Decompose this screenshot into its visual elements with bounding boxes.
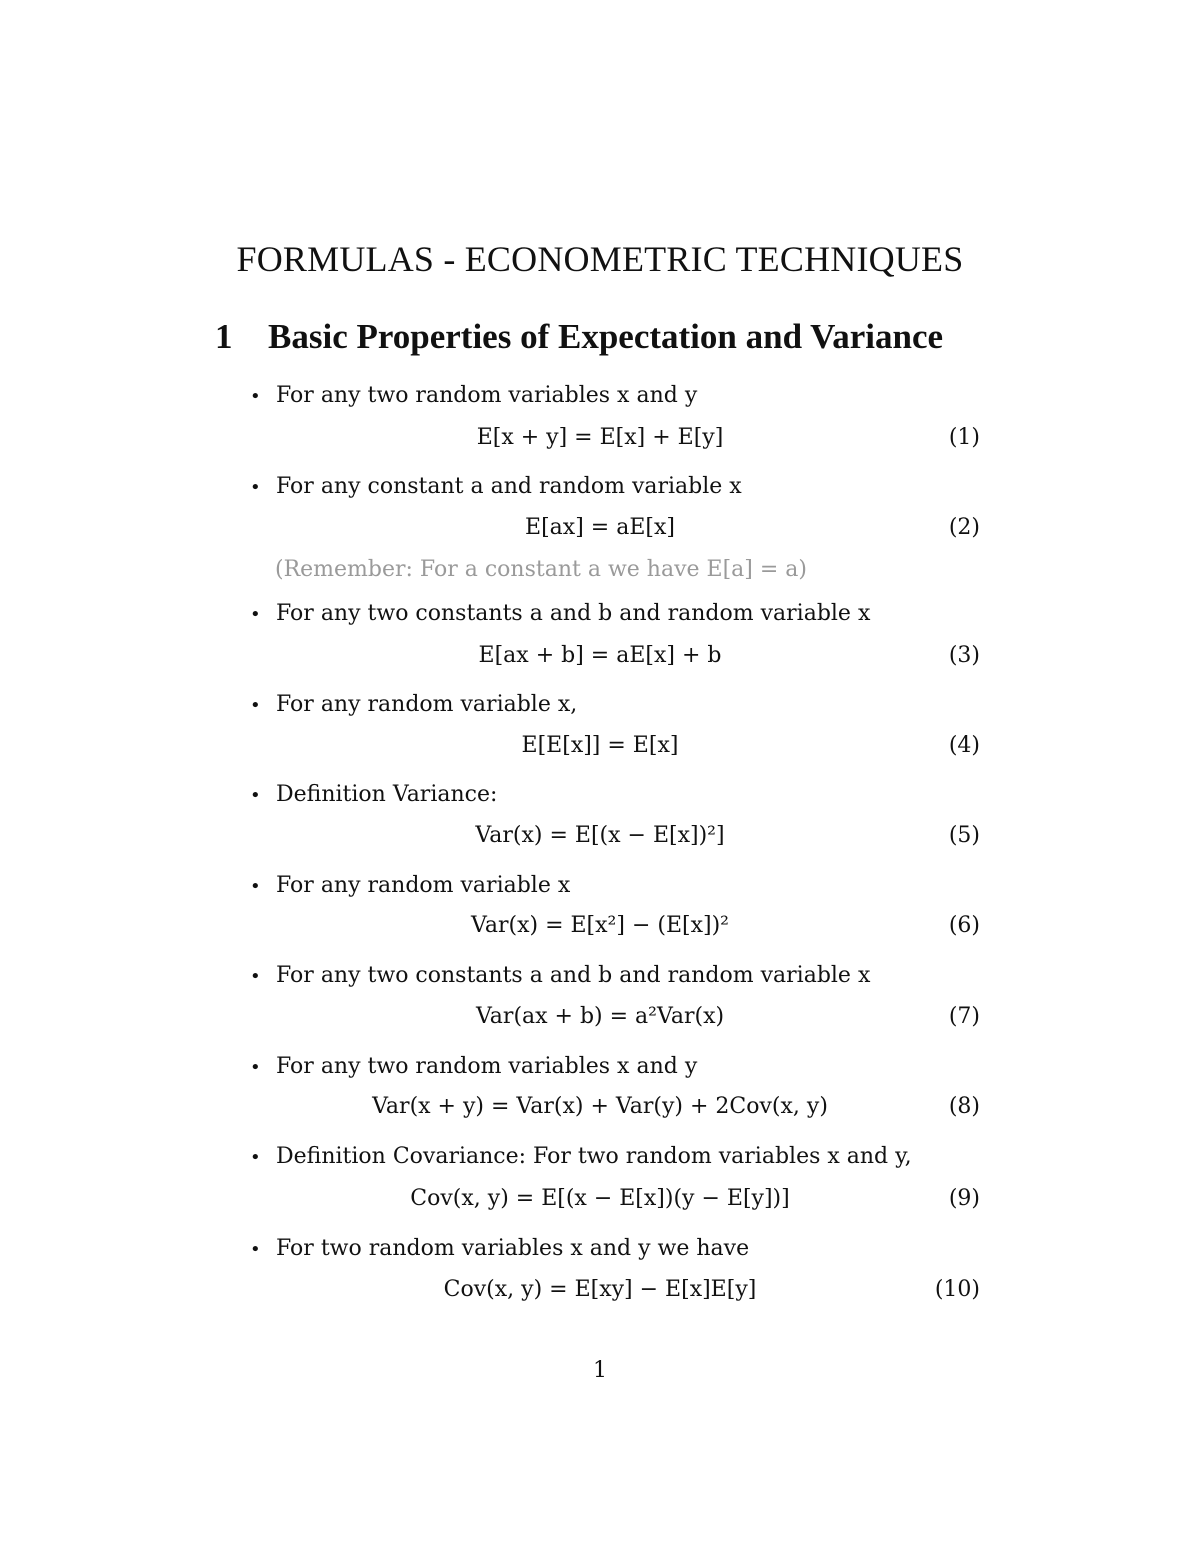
page-number: 1 <box>593 1358 607 1383</box>
equation: E[ax] = aE[x] <box>525 515 675 540</box>
bullet-icon: • <box>250 604 261 625</box>
equation: Var(ax + b) = a²Var(x) <box>475 1004 725 1029</box>
equation: E[ax + b] = aE[x] + b <box>478 643 722 668</box>
equation: Var(x + y) = Var(x) + Var(y) + 2Cov(x, y) <box>372 1094 828 1119</box>
item-text: For any constant a and random variable x <box>276 474 742 499</box>
bullet-icon: • <box>250 966 261 987</box>
list-item <box>250 692 577 717</box>
bullet-icon: • <box>250 695 261 716</box>
equation: Cov(x, y) = E[(x − E[x])(y − E[y])] <box>410 1186 790 1211</box>
item-text: For two random variables x and y we have <box>276 1236 750 1261</box>
equation: Var(x) = E[x²] − (E[x])² <box>471 913 729 938</box>
equation: Cov(x, y) = E[xy] − E[x]E[y] <box>443 1277 757 1302</box>
section-number: 1 <box>215 317 233 356</box>
remark-text: (Remember: For a constant a we have E[a] = a) <box>275 557 807 582</box>
section-title: Basic Properties of Expectation and Variance <box>268 317 944 356</box>
equation: E[x + y] = E[x] + E[y] <box>476 425 724 450</box>
item-text: For any two random variables x and y <box>276 383 698 408</box>
equation-number: (3) <box>948 643 980 668</box>
list-item <box>250 1144 912 1169</box>
document-title: FORMULAS - ECONOMETRIC TECHNIQUES <box>236 239 964 279</box>
list-item <box>250 1054 697 1079</box>
bullet-icon: • <box>250 876 261 897</box>
equation-number: (10) <box>934 1277 980 1302</box>
bullet-icon: • <box>250 1239 261 1260</box>
list-item <box>250 383 697 408</box>
equation-number: (5) <box>948 823 980 848</box>
bullet-icon: • <box>250 1147 261 1168</box>
equation-number: (4) <box>948 733 980 758</box>
equation: E[E[x]] = E[x] <box>521 733 679 758</box>
item-text: For any random variable x <box>276 873 571 898</box>
item-text: For any random variable x, <box>276 692 578 717</box>
equation-number: (7) <box>948 1004 980 1029</box>
equation-number: (8) <box>948 1094 980 1119</box>
list-item <box>250 601 870 626</box>
bullet-icon: • <box>250 386 261 407</box>
item-text: Definition Variance: <box>276 782 498 807</box>
equation-number: (6) <box>948 913 980 938</box>
item-text: For any two constants a and b and random variable x <box>276 601 871 626</box>
equation-number: (9) <box>948 1186 980 1211</box>
list-item <box>250 782 497 807</box>
list-item <box>250 873 570 898</box>
bullet-icon: • <box>250 1057 261 1078</box>
item-text: Definition Covariance: For two random variables x and y, <box>276 1144 912 1169</box>
equation-number: (1) <box>948 425 980 450</box>
list-item <box>250 1236 749 1261</box>
list-item <box>250 963 870 988</box>
equation-number: (2) <box>948 515 980 540</box>
list-item <box>250 474 742 499</box>
bullet-icon: • <box>250 477 261 498</box>
item-text: For any two constants a and b and random variable x <box>276 963 871 988</box>
bullet-icon: • <box>250 785 261 806</box>
equation: Var(x) = E[(x − E[x])²] <box>475 823 725 848</box>
item-text: For any two random variables x and y <box>276 1054 698 1079</box>
